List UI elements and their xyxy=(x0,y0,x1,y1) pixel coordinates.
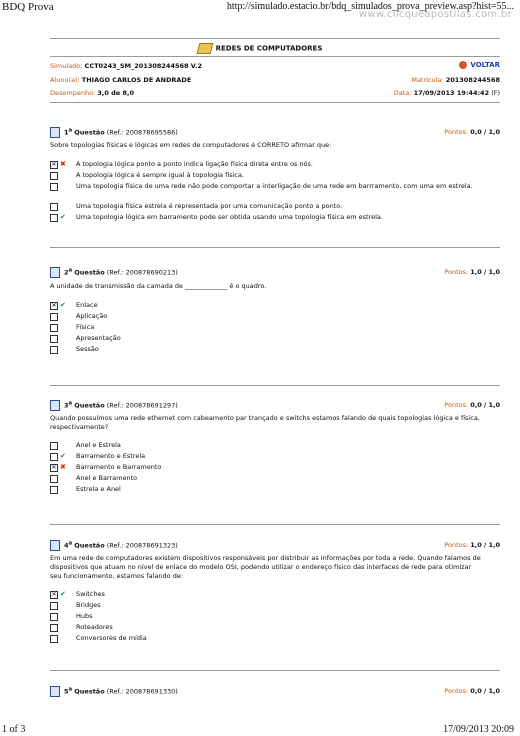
option-text: Barramento e Barramento xyxy=(76,463,162,471)
divider xyxy=(50,385,500,386)
question-number: 2 xyxy=(64,268,69,277)
check-icon: ✔ xyxy=(60,590,66,598)
voltar-link[interactable] xyxy=(459,61,500,69)
option-checkbox[interactable] xyxy=(50,486,58,494)
question-ordinal: a xyxy=(68,127,73,134)
option-checkbox[interactable] xyxy=(50,475,58,483)
pontos-label: Pontos: xyxy=(444,687,469,695)
wrong-icon: ✖ xyxy=(60,160,66,168)
question-number: 4 xyxy=(64,541,69,550)
option-text: Estrela e Anel xyxy=(76,485,121,493)
pontos-label: Pontos: xyxy=(444,268,469,276)
divider xyxy=(50,38,500,39)
option-checkbox[interactable]: ✕ xyxy=(51,302,57,309)
option-checkbox[interactable]: ✕ xyxy=(51,591,57,598)
pontos-max: / 1,0 xyxy=(483,687,500,695)
option-text: Roteadores xyxy=(76,623,113,631)
data-value: 17/09/2013 19:44:42 xyxy=(413,89,490,97)
option-checkbox[interactable] xyxy=(50,602,58,610)
question-label: Questão xyxy=(74,541,105,550)
option-checkbox[interactable] xyxy=(50,635,58,643)
page-title xyxy=(0,43,520,54)
option-checkbox[interactable] xyxy=(50,613,58,621)
pontos-max: / 1,0 xyxy=(483,268,500,276)
question-icon xyxy=(50,127,60,138)
pontos-label: Pontos: xyxy=(444,401,469,409)
option-checkbox[interactable] xyxy=(50,214,58,222)
option-checkbox[interactable] xyxy=(50,335,58,343)
question-label: Questão xyxy=(74,687,105,696)
pontos-value: 1,0 xyxy=(470,268,482,276)
question-label: Questão xyxy=(74,268,105,277)
simulado-row xyxy=(50,62,202,70)
option-checkbox[interactable] xyxy=(50,453,58,461)
option-text: Bridges xyxy=(76,601,101,609)
option-text: Hubs xyxy=(76,612,93,620)
question-label: Questão xyxy=(74,128,105,137)
question-1-text: Sobre topologias físicas e lógicas em redes de computadores é CORRETO afirmar que: xyxy=(50,141,332,149)
option-text: Sessão xyxy=(76,345,99,353)
data-label: Data: xyxy=(393,89,412,97)
simulado-value: CCT0243_SM_201308244568 V.2 xyxy=(84,62,202,70)
aluno-row xyxy=(50,76,191,84)
question-ref: (Ref.: 200878691323) xyxy=(106,541,178,550)
divider xyxy=(50,56,500,57)
simulado-label: Simulado: xyxy=(50,62,83,70)
question-icon xyxy=(50,686,60,697)
question-3-pontos xyxy=(444,401,500,409)
matricula-row xyxy=(411,76,500,84)
question-2-pontos xyxy=(444,268,500,276)
question-4-text: Em uma rede de computadores existem dispositivos responsáveis por distribuir as informações por toda a rede. Quando falamos de dispositivos que atuam no nível de enlace do modelo OSI, podendo utilizar o endereço físico das interfaces de rede para otimizar seu funcionamento, estamos falando de: xyxy=(50,554,481,580)
check-icon: ✔ xyxy=(60,301,66,309)
option-text: Anel e Barramento xyxy=(76,474,138,482)
desempenho-row xyxy=(50,89,134,97)
pontos-value: 0,0 xyxy=(470,128,482,136)
divider xyxy=(50,670,500,671)
divider xyxy=(50,247,500,248)
question-ref: (Ref.: 200878691330) xyxy=(106,687,178,696)
divider xyxy=(50,102,500,103)
option-text: Barramento e Estrela xyxy=(76,452,146,460)
question-2-header xyxy=(50,267,178,278)
check-icon: ✔ xyxy=(60,452,66,460)
question-icon xyxy=(50,400,60,411)
option-text: Apresentação xyxy=(76,334,121,342)
option-checkbox[interactable] xyxy=(50,313,58,321)
option-text: Uma topologia física estrela é representada por uma comunicação ponto a ponto. xyxy=(76,202,343,210)
question-4-pontos xyxy=(444,541,500,549)
question-ordinal: a xyxy=(68,686,73,693)
option-checkbox[interactable]: ✕ xyxy=(51,464,57,471)
pontos-label: Pontos: xyxy=(444,541,469,549)
print-datetime: 17/09/2013 20:09 xyxy=(443,724,514,735)
page-url: http://simulado.estacio.br/bdq_simulados_prova_preview.asp?hist=55... xyxy=(226,1,514,12)
course-icon xyxy=(196,43,213,54)
question-2-text: A unidade de transmissão da camada de _____________ é o quadro. xyxy=(50,282,267,290)
page-tab-title: BDQ Prova xyxy=(2,1,54,13)
option-checkbox[interactable] xyxy=(50,324,58,332)
matricula-label: Matrícula: xyxy=(411,76,444,84)
page-indicator: 1 of 3 xyxy=(2,724,26,735)
question-4-header xyxy=(50,540,178,551)
option-text: A topologia lógica ponto a ponto indica ligação física direta entre os nós. xyxy=(76,160,313,168)
question-ref: (Ref.: 200878691297) xyxy=(106,401,178,410)
question-5-pontos xyxy=(444,687,500,695)
pontos-value: 1,0 xyxy=(470,541,482,549)
question-number: 3 xyxy=(64,401,69,410)
question-3-header xyxy=(50,400,178,411)
option-checkbox[interactable] xyxy=(50,203,58,211)
question-3-text: Quando possuímos uma rede ethernet com cabeamento par trançado e switchs estamos falando de quais topologias lógica e física, respectivamente? xyxy=(50,414,480,431)
option-text: Física xyxy=(76,323,95,331)
desempenho-value: 3,0 de 8,0 xyxy=(97,89,134,97)
question-label: Questão xyxy=(74,401,105,410)
pontos-max: / 1,0 xyxy=(483,401,500,409)
pontos-label: Pontos: xyxy=(444,128,469,136)
desempenho-label: Desempenho: xyxy=(50,89,96,97)
option-text: Aplicação xyxy=(76,312,108,320)
question-5-header xyxy=(50,686,178,697)
pontos-max: / 1,0 xyxy=(483,541,500,549)
aluno-label: Aluno(a): xyxy=(50,76,80,84)
question-number: 1 xyxy=(64,128,69,137)
question-icon xyxy=(50,540,60,551)
question-ordinal: a xyxy=(68,540,73,547)
option-checkbox[interactable]: ✕ xyxy=(51,161,57,168)
option-text: Enlace xyxy=(76,301,98,309)
option-checkbox[interactable] xyxy=(50,442,58,450)
question-1-pontos xyxy=(444,128,500,136)
pontos-value: 0,0 xyxy=(470,401,482,409)
option-text: Anel e Estrela xyxy=(76,441,121,449)
divider xyxy=(50,524,500,525)
question-1-header xyxy=(50,127,178,138)
option-checkbox[interactable] xyxy=(50,624,58,632)
option-text: Uma topologia física de uma rede não pode comportar a interligação de uma rede em barrramento, com uma em estrela. xyxy=(76,182,473,190)
data-suffix: (F) xyxy=(491,89,500,97)
question-ordinal: a xyxy=(68,267,73,274)
page-title-text: REDES DE COMPUTADORES xyxy=(215,44,323,53)
option-text: Uma topologia lógica em barramento pode ser obtida usando uma topologia física em estrela. xyxy=(76,213,383,221)
option-checkbox[interactable] xyxy=(50,183,58,191)
option-text: Switches xyxy=(76,590,105,598)
matricula-value: 201308244568 xyxy=(445,76,500,84)
data-row xyxy=(394,89,500,97)
option-text: A topologia lógica é sempre igual à topologia física. xyxy=(76,171,245,179)
pontos-max: / 1,0 xyxy=(483,128,500,136)
option-text: Conversores de mídia xyxy=(76,634,147,642)
pontos-value: 0,0 xyxy=(470,687,482,695)
watermark: www.clicqueapostilas.com.br xyxy=(358,9,512,20)
voltar-label: VOLTAR xyxy=(470,61,500,69)
question-ref: (Ref.: 200878690213) xyxy=(106,268,178,277)
question-ref: (Ref.: 200878695586) xyxy=(106,128,178,137)
question-ordinal: a xyxy=(68,400,73,407)
check-icon: ✔ xyxy=(60,213,66,221)
aluno-value: THIAGO CARLOS DE ANDRADE xyxy=(81,76,192,84)
option-checkbox[interactable] xyxy=(50,346,58,354)
option-checkbox[interactable] xyxy=(50,172,58,180)
back-icon xyxy=(459,61,467,69)
wrong-icon: ✖ xyxy=(60,463,66,471)
question-number: 5 xyxy=(64,687,69,696)
question-icon xyxy=(50,267,60,278)
